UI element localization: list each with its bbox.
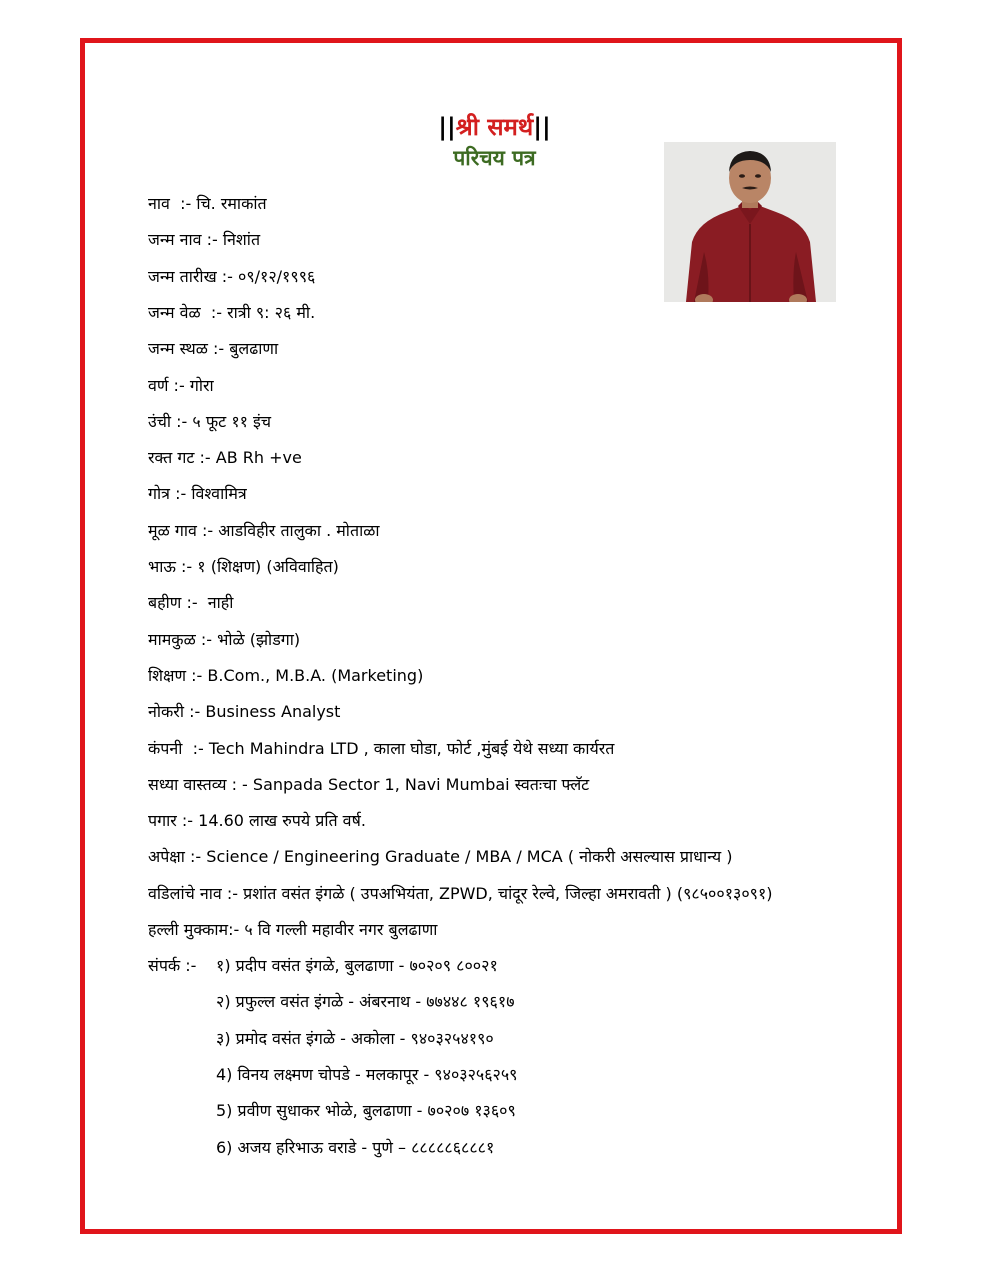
- field-label: शिक्षण: [148, 666, 187, 685]
- field-label: जन्म नाव: [148, 230, 202, 249]
- contact-item: २) प्रफुल्ल वसंत इंगळे - अंबरनाथ - ७७४४८ १९६१७: [216, 992, 515, 1011]
- field-separator: :-: [194, 448, 216, 467]
- field-row: [148, 338, 278, 360]
- field-separator: :-: [200, 303, 228, 322]
- field-separator: :-: [186, 666, 208, 685]
- field-row: [148, 738, 614, 760]
- contact-item: 6) अजय हरिभाऊ वराडे - पुणे – ८८८८८६८८८१: [216, 1138, 495, 1157]
- field-label: रक्त गट: [148, 448, 195, 467]
- contact-item: ३) प्रमोद वसंत इंगळे - अकोला - ९४०३२५४१९०: [216, 1029, 494, 1048]
- field-value: नाही: [207, 593, 234, 612]
- field-row: [148, 193, 267, 215]
- field-row: [148, 375, 214, 397]
- field-separator: :-: [195, 630, 218, 649]
- field-separator: :-: [184, 702, 206, 721]
- title-name: श्री समर्थ: [455, 113, 534, 141]
- field-separator: :-: [221, 884, 244, 903]
- field-separator: :-: [169, 484, 192, 503]
- field-value: बुलढाणा: [229, 339, 279, 358]
- field-label: नाव: [148, 194, 170, 213]
- field-value: निशांत: [222, 230, 261, 249]
- field-row: [148, 411, 271, 433]
- field-label: जन्म स्थळ: [148, 339, 208, 358]
- field-label: भाऊ: [148, 557, 176, 576]
- title-bars-right: ||: [533, 113, 551, 141]
- field-value: AB Rh +ve: [215, 448, 302, 467]
- field-separator: :-: [182, 739, 209, 758]
- field-label: जन्म वेळ: [148, 303, 201, 322]
- field-row: [148, 919, 437, 941]
- field-value: Tech Mahindra LTD , काला घोडा, फोर्ट ,मुंबई येथे सध्या कार्यरत: [208, 739, 615, 758]
- field-label: मामकुळ: [148, 630, 196, 649]
- field-row: [148, 483, 247, 505]
- field-value: Sanpada Sector 1, Navi Mumbai स्वतःचा फ्लॅट: [252, 775, 590, 794]
- field-separator: :-: [184, 847, 207, 866]
- field-row: [148, 229, 260, 251]
- field-row: [148, 556, 339, 578]
- field-separator: :-: [168, 376, 190, 395]
- field-value: प्रशांत वसंत इंगळे ( उपअभियंता, ZPWD, चांदूर रेल्वे, जिल्हा अमरावती ) (९८५००१३०९१): [243, 884, 773, 903]
- field-row: [148, 701, 340, 723]
- field-separator: :-: [216, 267, 238, 286]
- field-value: रात्री ९: २६ मी.: [227, 303, 316, 322]
- field-separator: : -: [226, 775, 253, 794]
- field-label: नोकरी: [148, 702, 185, 721]
- field-row: [148, 846, 732, 868]
- field-label: जन्म तारीख: [148, 267, 217, 286]
- field-row: [148, 810, 366, 832]
- field-label: वर्ण: [148, 376, 169, 395]
- field-value: चि. रमाकांत: [196, 194, 267, 213]
- field-row: [148, 266, 315, 288]
- field-row: [148, 592, 233, 614]
- field-value: विश्वामित्र: [191, 484, 247, 503]
- field-separator: :-: [228, 920, 245, 939]
- field-value: 14.60 लाख रुपये प्रति वर्ष.: [198, 811, 366, 830]
- field-separator: :-: [181, 593, 208, 612]
- field-separator: :-: [169, 194, 197, 213]
- field-row: [148, 447, 302, 469]
- field-separator: :-: [171, 412, 193, 431]
- field-separator: :-: [176, 811, 199, 830]
- field-label: अपेक्षा: [148, 847, 185, 866]
- field-value: ५ फूट ११ इंच: [192, 412, 272, 431]
- field-row: [148, 302, 315, 324]
- contact-item: 5) प्रवीण सुधाकर भोळे, बुलढाणा - ७०२०७ १३६०९: [216, 1101, 516, 1120]
- field-value: आडविहीर तालुका . मोताळा: [218, 521, 380, 540]
- field-value: गोरा: [189, 376, 214, 395]
- field-label: उंची: [148, 412, 172, 431]
- field-value: १ (शिक्षण) (अविवाहित): [197, 557, 339, 576]
- field-row: [148, 883, 773, 905]
- field-value: B.Com., M.B.A. (Marketing): [207, 666, 424, 685]
- title-bars-left: ||: [438, 113, 456, 141]
- page-subtitle: परिचय पत्र: [453, 146, 536, 170]
- field-label: मूळ गाव: [148, 521, 197, 540]
- field-value: ०९/१२/१९९६: [238, 267, 316, 286]
- contact-item: 4) विनय लक्ष्मण चोपडे - मलकापूर - ९४०३२५६२५९: [216, 1065, 518, 1084]
- field-label: हल्ली मुक्काम: [148, 920, 229, 939]
- profile-photo: [664, 142, 836, 302]
- field-separator: :-: [201, 230, 223, 249]
- field-row: [148, 774, 589, 796]
- field-row: [148, 665, 423, 687]
- field-label: पगार: [148, 811, 177, 830]
- field-row: [148, 629, 300, 651]
- field-row: [148, 520, 380, 542]
- field-value: भोळे (झोडगा): [217, 630, 301, 649]
- field-label: बहीण: [148, 593, 182, 612]
- field-label: वडिलांचे नाव: [148, 884, 222, 903]
- field-label: सध्या वास्तव्य: [148, 775, 227, 794]
- field-separator: :-: [207, 339, 230, 358]
- field-value: Science / Engineering Graduate / MBA / MCA ( नोकरी असल्यास प्राधान्य ): [206, 847, 733, 866]
- field-separator: :-: [175, 557, 198, 576]
- field-separator: :-: [196, 521, 219, 540]
- field-value: Business Analyst: [205, 702, 341, 721]
- contact-item: १) प्रदीप वसंत इंगळे, बुलढाणा - ७०२०९ ८००२१: [216, 956, 498, 975]
- contact-label: संपर्क :-: [148, 956, 197, 975]
- field-label: गोत्र: [148, 484, 170, 503]
- page-title: [0, 112, 989, 142]
- field-label: कंपनी: [148, 739, 183, 758]
- field-value: ५ वि गल्ली महावीर नगर बुलढाणा: [244, 920, 438, 939]
